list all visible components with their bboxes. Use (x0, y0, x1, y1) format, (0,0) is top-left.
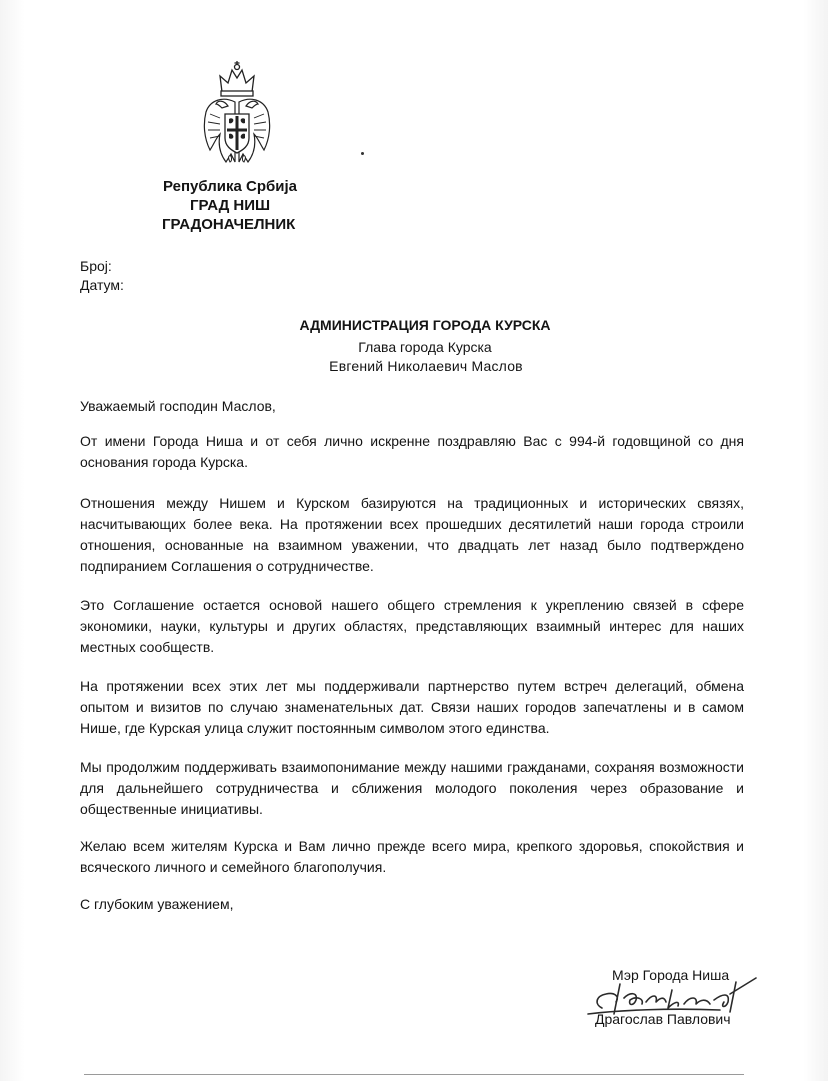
coat-of-arms-icon (198, 58, 276, 174)
paragraph-6: Желаю всем жителям Курска и Вам лично прежде всего мира, крепкого здоровья, спокойствия и всяческого личного и семейного благополучия. (80, 838, 744, 875)
paragraph-5: Мы продолжим поддерживать взаимопонимание между нашими гражданами, сохраняя возможности для дальнейшего сотрудничества и сближения молодого поколения через образование и общественные инициативы. (80, 759, 744, 817)
number-label: Број: (80, 258, 112, 274)
paragraph-1: От имени Города Ниша и от себя лично искренне поздравляю Вас с 994-й годовщиной со дня основания города Курска. (80, 433, 744, 470)
closing: С глубоким уважением, (80, 896, 234, 912)
header-country: Република Србија (163, 178, 298, 195)
signer-title: Мэр Города Ниша (612, 967, 730, 983)
paragraph-2: Отношения между Нишем и Курском базируются на традиционных и исторических связях, насчитывающих более века. На протяжении всех прошедших десятилетий наши города строили отношения, основанные на взаимном уважении, что двадцать лет назад было подтверждено подпиранием Соглашения о сотрудничестве. (80, 495, 744, 574)
recipient-organization: АДМИНИСТРАЦИЯ ГОРОДА КУРСКА (299, 317, 551, 333)
signer-name: Драгослав Павлович (595, 1011, 731, 1027)
footer-divider (84, 1074, 744, 1075)
paper-speck (361, 152, 364, 155)
header-city: ГРАД НИШ (190, 197, 271, 214)
paragraph-3: Это Соглашение остается основой нашего общего стремления к укреплению связей в сфере экономики, науки, культуры и других областях, представляющих взаимный интерес для наших местных сообществ. (80, 597, 744, 655)
recipient-position: Глава города Курска (358, 339, 492, 355)
date-label: Датум: (80, 277, 124, 293)
header-office: ГРАДОНАЧЕЛНИК (162, 216, 296, 233)
signature-block (580, 966, 770, 1036)
paragraph-4: На протяжении всех этих лет мы поддерживали партнерство путем встреч делегаций, обмена опытом и визитов по случаю знаменательных дат. Связи наших городов запечатлены и в самом Нише, где Курская улица служит постоянным символом этого единства. (80, 678, 744, 736)
recipient-name: Евгений Николаевич Маслов (329, 358, 523, 374)
salutation: Уважаемый господин Маслов, (80, 398, 276, 414)
